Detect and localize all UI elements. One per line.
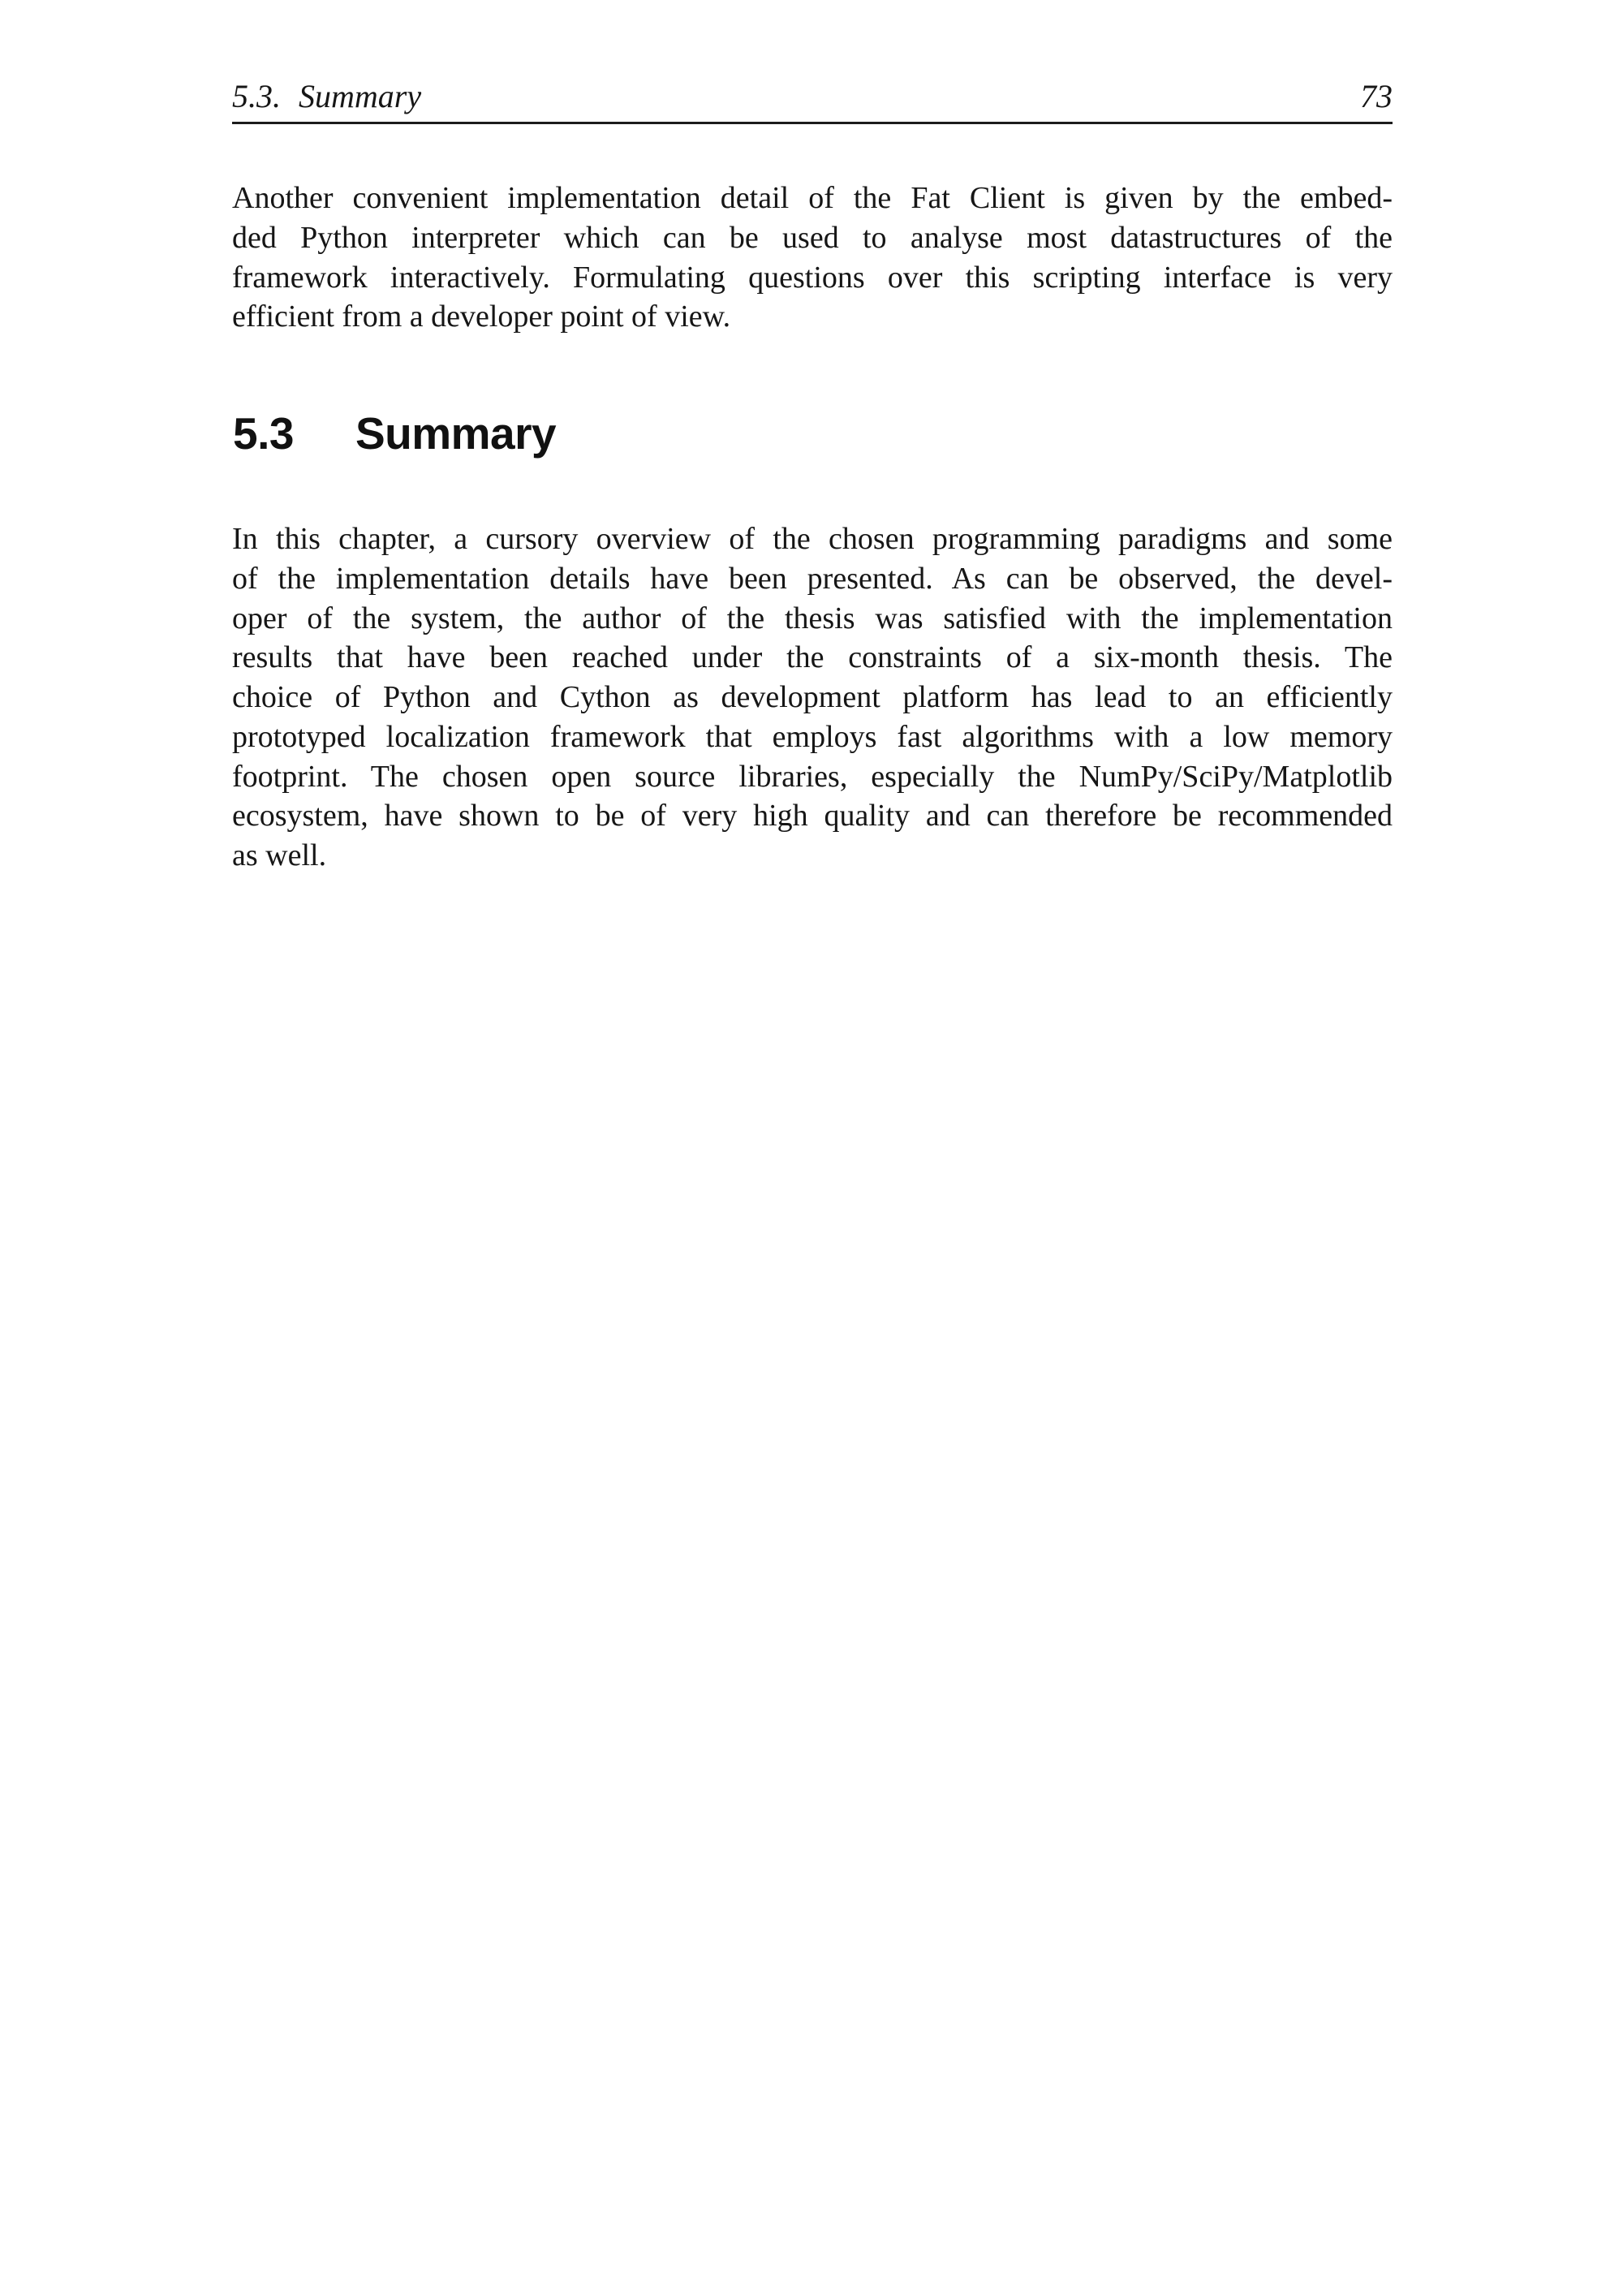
- running-header: [232, 78, 1393, 115]
- running-header-section-title: Summary: [299, 78, 422, 114]
- page-number: 73: [1360, 78, 1393, 114]
- summary-paragraph: [232, 519, 1393, 876]
- text-line: choice of Python and Cython as development platform has lead to an efficiently: [232, 680, 1393, 714]
- running-header-section-number: 5.3.: [232, 78, 281, 114]
- text-line: ecosystem, have shown to be of very high quality and can therefore be recommended: [232, 799, 1393, 834]
- text-line: as well.: [232, 838, 327, 872]
- running-header-left: [232, 78, 421, 115]
- text-line: footprint. The chosen open source libraries, especially the NumPy/SciPy/Matplotlib: [232, 759, 1393, 794]
- section-heading: [233, 408, 556, 459]
- text-line: prototyped localization framework that employs fast algorithms with a low memory: [232, 719, 1393, 754]
- section-heading-title: Summary: [355, 408, 557, 459]
- text-line: In this chapter, a cursory overview of the chosen programming paradigms and some: [232, 522, 1393, 556]
- text-line: Another convenient implementation detail of the Fat Client is given by the embed-: [232, 181, 1393, 215]
- section-heading-number: 5.3: [233, 408, 294, 459]
- text-line: efficient from a developer point of view.: [232, 299, 731, 334]
- text-line: results that have been reached under the constraints of a six-month thesis. The: [232, 640, 1393, 675]
- text-line: ded Python interpreter which can be used to analyse most datastructures of the: [232, 220, 1393, 255]
- text-line: framework interactively. Formulating questions over this scripting interface is very: [232, 260, 1393, 295]
- text-line: oper of the system, the author of the thesis was satisfied with the implementation: [232, 601, 1393, 635]
- text-line: of the implementation details have been presented. As can be observed, the devel-: [232, 561, 1393, 596]
- header-rule: [232, 122, 1393, 124]
- intro-paragraph: [232, 179, 1393, 337]
